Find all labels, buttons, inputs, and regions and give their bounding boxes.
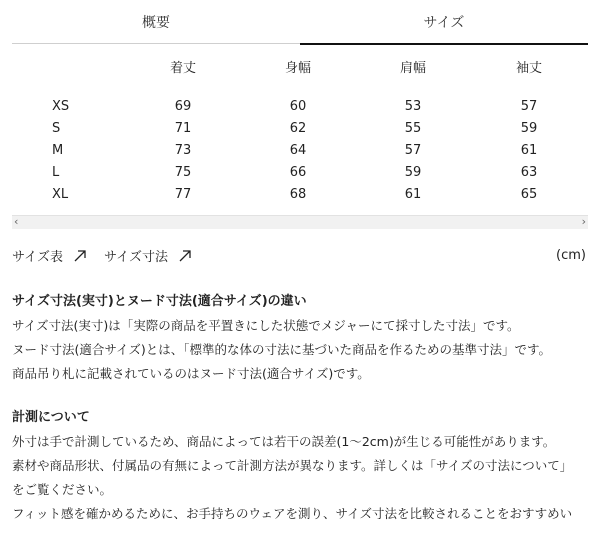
difference-section <box>12 290 592 386</box>
table-cell: 59 <box>520 121 538 136</box>
section-heading: サイズ寸法(実寸)とヌード寸法(適合サイズ)の違い <box>12 294 307 309</box>
paragraph-line: サイズ寸法(実寸)は「実際の商品を平置きにした状態でメジャーにて採寸した寸法」です。 <box>12 318 520 333</box>
table-cell: 65 <box>520 187 538 202</box>
table-header-cell: 身幅 <box>284 61 311 76</box>
table-cell: 60 <box>289 99 307 114</box>
size-label: S <box>52 121 61 136</box>
table-cell: 57 <box>404 143 422 158</box>
tab-size[interactable]: サイズ <box>300 0 588 44</box>
table-cell: 66 <box>289 165 307 180</box>
table-cell: 63 <box>520 165 538 180</box>
table-cell: 75 <box>174 165 192 180</box>
table-cell: 53 <box>404 99 422 114</box>
tab-overview[interactable]: 概要 <box>142 15 170 31</box>
size-links-row <box>12 246 588 268</box>
measurement-section <box>12 406 592 526</box>
section-heading: 計測について <box>12 410 90 425</box>
table-row <box>12 184 588 206</box>
paragraph-line: ヌード寸法(適合サイズ)とは、「標準的な体の寸法に基づいた商品を作るための基準寸法」です。 <box>12 342 552 357</box>
size-guide-link[interactable] <box>104 246 192 265</box>
table-cell: 77 <box>174 187 192 202</box>
tab-bar <box>12 0 588 44</box>
table-cell: 61 <box>520 143 538 158</box>
size-label: M <box>52 143 64 158</box>
size-guide-link-label: サイズ寸法 <box>104 250 168 265</box>
unit-label: (cm) <box>556 248 586 263</box>
external-arrow-icon <box>178 249 192 263</box>
paragraph-line: 商品吊り札に記載されているのはヌード寸法(適合サイズ)です。 <box>12 366 370 381</box>
table-cell: 61 <box>404 187 422 202</box>
paragraph-line: フィット感を確かめるために、お手持ちのウェアを測り、サイズ寸法を比較されることをおすすめい <box>12 506 573 521</box>
paragraph-line: 外寸は手で計測しているため、商品によっては若干の誤差(1〜2cm)が生じる可能性があります。 <box>12 434 556 449</box>
table-cell: 71 <box>174 121 192 136</box>
table-header-cell: 肩幅 <box>399 61 426 76</box>
size-label: L <box>52 165 60 180</box>
table-cell: 59 <box>404 165 422 180</box>
table-header-cell: 袖丈 <box>515 61 542 76</box>
size-chart-link-label: サイズ表 <box>12 250 63 265</box>
size-chart-link[interactable] <box>12 246 87 265</box>
paragraph-line: 素材や商品形状、付属品の有無によって計測方法が異なります。詳しくは「サイズの寸法について」 <box>12 458 573 473</box>
paragraph-line: をご覧ください。 <box>12 482 113 497</box>
external-arrow-icon <box>73 249 87 263</box>
table-cell: 57 <box>520 99 538 114</box>
table-header-row <box>12 58 588 80</box>
table-cell: 68 <box>289 187 307 202</box>
table-cell: 69 <box>174 99 192 114</box>
table-row <box>12 118 588 140</box>
table-cell: 73 <box>174 143 192 158</box>
table-cell: 62 <box>289 121 307 136</box>
table-row <box>12 96 588 118</box>
table-row <box>12 140 588 162</box>
scroll-right-icon[interactable]: › <box>581 215 586 228</box>
scroll-left-icon[interactable]: ‹ <box>14 215 19 228</box>
table-header-cell: 着丈 <box>169 61 196 76</box>
horizontal-scrollbar[interactable] <box>12 215 588 229</box>
table-row <box>12 162 588 184</box>
size-label: XL <box>52 187 69 202</box>
size-label: XS <box>52 99 70 114</box>
table-cell: 64 <box>289 143 307 158</box>
table-cell: 55 <box>404 121 422 136</box>
